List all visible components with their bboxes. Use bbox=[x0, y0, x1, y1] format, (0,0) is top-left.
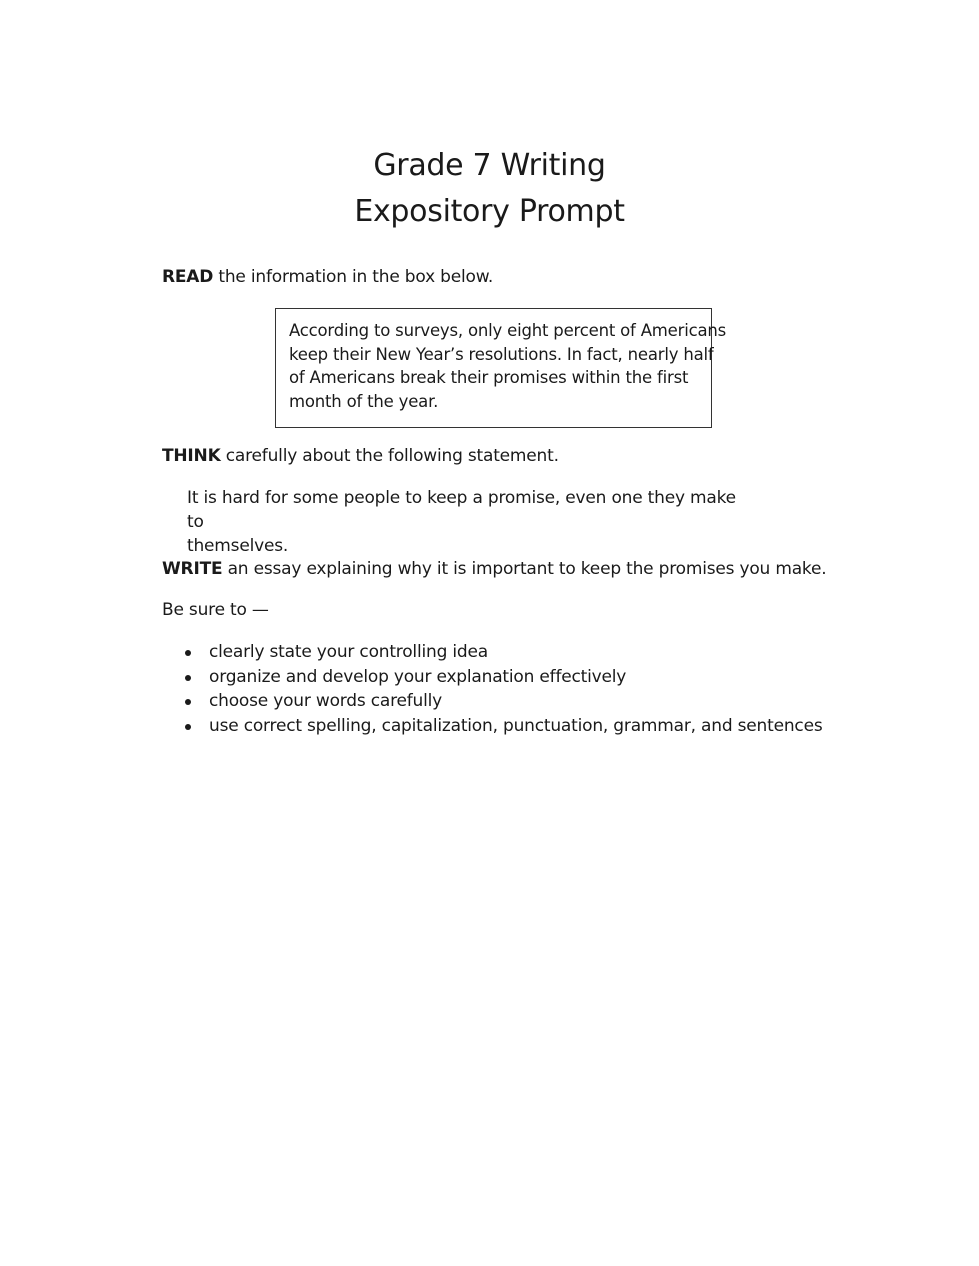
list-item bbox=[182, 714, 822, 739]
be-sure-to-label: Be sure to — bbox=[162, 600, 269, 620]
list-item bbox=[182, 689, 822, 714]
write-keyword: WRITE bbox=[162, 559, 223, 579]
list-item bbox=[182, 665, 822, 690]
list-item-text: choose your words carefully bbox=[209, 691, 443, 712]
list-item-text: use correct spelling, capitalization, punctuation, grammar, and sentences bbox=[209, 716, 823, 737]
list-item bbox=[182, 640, 822, 665]
box-line: keep their New Year’s resolutions. In fact, nearly half bbox=[289, 344, 714, 364]
read-instruction bbox=[162, 265, 493, 289]
read-keyword: READ bbox=[162, 267, 214, 287]
think-keyword: THINK bbox=[162, 446, 221, 466]
bullet-icon bbox=[185, 650, 191, 656]
page-title-grade: Grade 7 Writing bbox=[373, 148, 606, 183]
bullet-icon bbox=[185, 699, 191, 705]
bullet-icon bbox=[185, 724, 191, 730]
box-line: of Americans break their promises within the first bbox=[289, 368, 689, 387]
think-text: carefully about the following statement. bbox=[220, 446, 559, 466]
box-line: According to surveys, only eight percent of Americans bbox=[289, 321, 727, 340]
bullet-icon bbox=[185, 675, 191, 681]
requirements-list bbox=[182, 640, 822, 739]
statement bbox=[187, 486, 747, 558]
read-text: the information in the box below. bbox=[213, 267, 494, 287]
list-item-text: clearly state your controlling idea bbox=[209, 642, 488, 662]
think-instruction bbox=[162, 444, 559, 468]
page-title-prompt-type: Expository Prompt bbox=[354, 194, 625, 229]
list-item-text: organize and develop your explanation effectively bbox=[209, 666, 627, 687]
write-instruction bbox=[162, 557, 826, 581]
write-text: an essay explaining why it is important to keep the promises you make. bbox=[222, 559, 827, 579]
information-box bbox=[275, 308, 727, 428]
statement-line: It is hard for some people to keep a promise, even one they make to bbox=[187, 488, 736, 532]
statement-line: themselves. bbox=[187, 536, 289, 556]
box-line: month of the year. bbox=[289, 391, 439, 411]
